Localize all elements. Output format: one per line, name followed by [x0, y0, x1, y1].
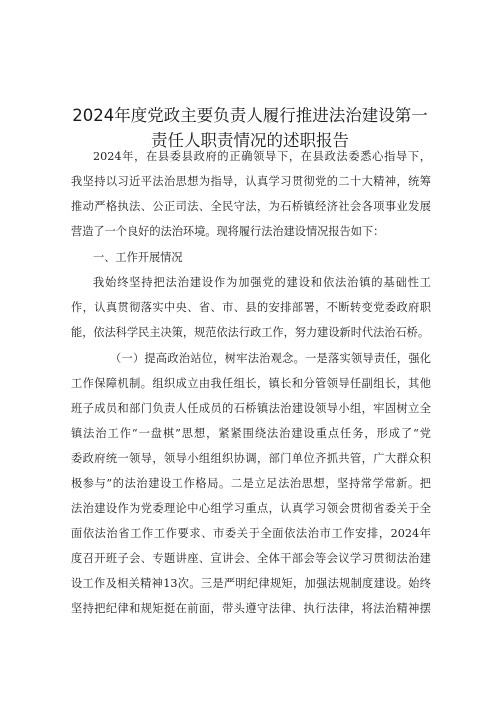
paragraph-line: 镇法治工作“一盘棋”思想，紧紧围绕法治建设重点任务，形成了“党 [71, 427, 431, 440]
paragraph-line: 委政府统一领导，领导小组组织协调，部门单位齐抓共管，广大群众积 [71, 452, 431, 465]
paragraph-line: 推动严格执法、公正司法、全民守法，为石桥镇经济社会各项事业发展 [71, 200, 431, 213]
paragraph-line: 面依法治省工作工作要求、市委关于全面依法治市工作安排，2024年 [71, 527, 431, 540]
paragraph-line: 极参与”的法治建设工作格局。二是立足法治思想，坚持常学常新。把 [71, 477, 431, 490]
paragraph-line: 我始终坚持把法治建设作为加强党的建设和依法治镇的基础性工 [93, 276, 431, 289]
paragraph-line: 设工作及相关精神13次。三是严明纪律规矩，加强法规制度建设。始终 [71, 577, 431, 590]
section-heading: 一、工作开展情况 [93, 251, 183, 264]
paragraph-line: 法治建设作为党委理论中心组学习重点，认真学习领会贯彻省委关于全 [71, 502, 431, 515]
document-title-line-1: 2024年度党政主要负责人履行推进法治建设第一 [72, 106, 428, 125]
paragraph-line: （一）提高政治站位，树牢法治观念。一是落实领导责任，强化 [110, 352, 431, 365]
paragraph-line: 度召开班子会、专题讲座、宣讲会、全体干部会等会议学习贯彻法治建 [71, 552, 431, 565]
paragraph-line: 作，认真贯彻落实中央、省、市、县的安排部署，不断转变党委政府职 [71, 301, 431, 314]
paragraph-line: 能，依法科学民主决策，规范依法行政工作，努力建设新时代法治石桥。 [71, 326, 430, 339]
paragraph-line: 坚持把纪律和规矩挺在前面，带头遵守法律、执行法律，将法治精神摆 [71, 602, 431, 615]
paragraph-line: 班子成员和部门负责人任成员的石桥镇法治建设领导小组，牢固树立全 [71, 402, 431, 415]
document-title-line-2: 责任人职责情况的述职报告 [151, 131, 349, 150]
paragraph-line: 2024年，在县委县政府的正确领导下，在县政法委悉心指导下， [93, 150, 431, 163]
paragraph-line: 营造了一个良好的法治环境。现将履行法治建设情况报告如下： [71, 225, 385, 238]
paragraph-line: 我坚持以习近平法治思想为指导，认真学习贯彻党的二十大精神，统筹 [71, 175, 431, 188]
paragraph-line: 工作保障机制。组织成立由我任组长，镇长和分管领导任副组长，其他 [71, 377, 431, 390]
